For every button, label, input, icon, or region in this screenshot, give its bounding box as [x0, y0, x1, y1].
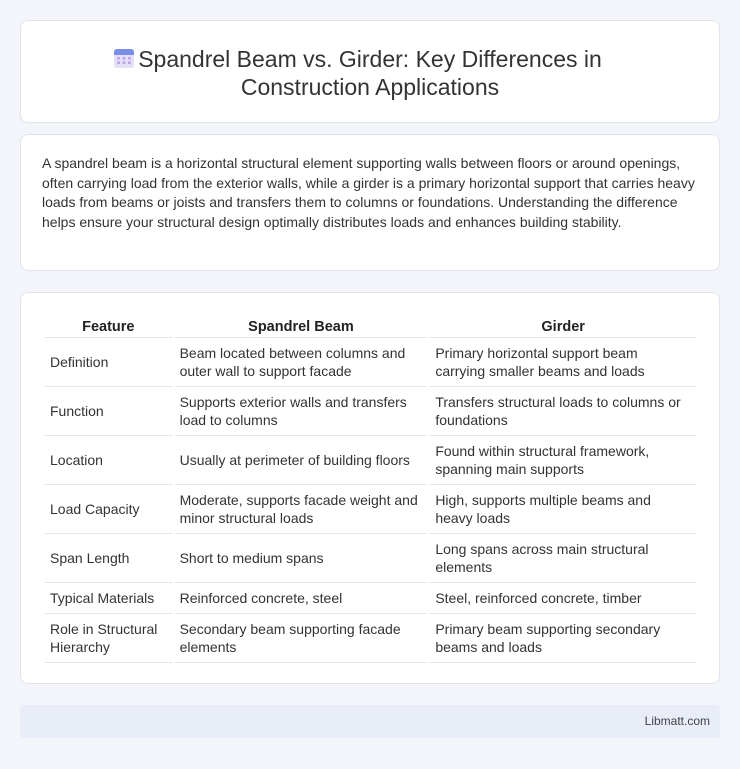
- cell-girder: Steel, reinforced concrete, timber: [430, 583, 696, 614]
- table-row: [45, 534, 696, 583]
- page-title-line1: Spandrel Beam vs. Girder: Key Differences in: [138, 46, 602, 72]
- cell-spandrel: Beam located between columns and outer wall to support facade: [175, 338, 428, 387]
- cell-feature: Load Capacity: [45, 485, 172, 534]
- table-row: [45, 387, 696, 436]
- cell-girder: Long spans across main structural elements: [430, 534, 696, 583]
- cell-feature: Typical Materials: [45, 583, 172, 614]
- cell-feature: Function: [45, 387, 172, 436]
- comparison-table: [42, 316, 699, 663]
- page-title-line2: Construction Applications: [240, 74, 500, 100]
- header-girder: Girder: [430, 316, 696, 338]
- cell-feature: Span Length: [45, 534, 172, 583]
- header-spandrel-beam: Spandrel Beam: [175, 316, 428, 338]
- page-title: [21, 45, 719, 101]
- intro-paragraph: A spandrel beam is a horizontal structural element supporting walls between floors or around openings, often carrying load from the exterior walls, while a girder is a primary horizontal support that carries heavy loads from beams or joists and transfers them to columns or foundations. Understanding the difference helps ensure your structural design optimally distributes loads and enhances building stability.: [42, 155, 695, 230]
- cell-spandrel: Short to medium spans: [175, 534, 428, 583]
- table-row: [45, 583, 696, 614]
- comparison-card: [20, 292, 720, 684]
- table-row: [45, 436, 696, 485]
- table-row: [45, 485, 696, 534]
- table-header-row: [45, 316, 696, 338]
- cell-feature: Location: [45, 436, 172, 485]
- header-feature: Feature: [45, 316, 172, 338]
- footer-site-link[interactable]: Libmatt.com: [644, 714, 710, 728]
- title-card: [20, 20, 720, 123]
- cell-spandrel: Moderate, supports facade weight and minor structural loads: [175, 485, 428, 534]
- table-row: [45, 614, 696, 663]
- cell-feature: Definition: [45, 338, 172, 387]
- cell-girder: Primary horizontal support beam carrying smaller beams and loads: [430, 338, 696, 387]
- table-row: [45, 338, 696, 387]
- cell-feature: Role in Structural Hierarchy: [45, 614, 172, 663]
- cell-girder: High, supports multiple beams and heavy loads: [430, 485, 696, 534]
- cell-spandrel: Secondary beam supporting facade elements: [175, 614, 428, 663]
- cell-girder: Transfers structural loads to columns or foundations: [430, 387, 696, 436]
- footer: [20, 705, 720, 738]
- cell-spandrel: Supports exterior walls and transfers load to columns: [175, 387, 428, 436]
- cell-girder: Primary beam supporting secondary beams and loads: [430, 614, 696, 663]
- cell-spandrel: Reinforced concrete, steel: [175, 583, 428, 614]
- cell-girder: Found within structural framework, spanning main supports: [430, 436, 696, 485]
- cell-spandrel: Usually at perimeter of building floors: [175, 436, 428, 485]
- intro-card: [20, 134, 720, 271]
